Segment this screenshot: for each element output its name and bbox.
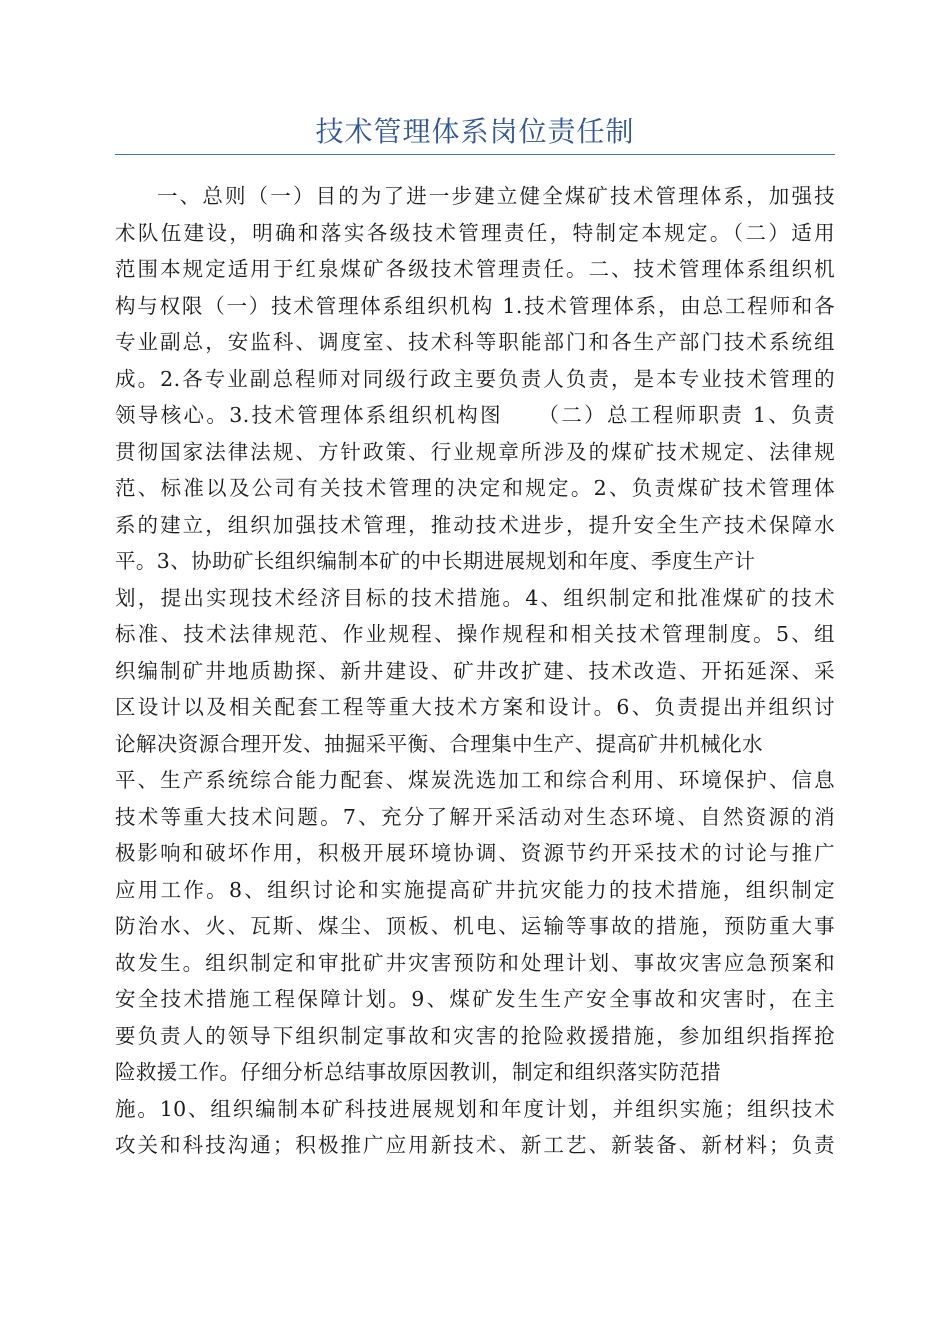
body-line: 要负责人的领导下组织制定事故和灾害的抢险救援措施，参加组织指挥抢 <box>115 1023 835 1048</box>
body-line: 故发生。组织制定和审批矿井灾害预防和处理计划、事故灾害应急预案和 <box>115 950 835 975</box>
body-line: 险救援工作。仔细分析总结事故原因教训，制定和组织落实防范措 <box>115 1060 722 1084</box>
body-line: 施。10、组织编制本矿科技进展规划和年度计划，并组织实施；组织技术 <box>115 1096 835 1121</box>
body-line: 安全技术措施工程保障计划。9、煤矿发生生产安全事故和灾害时，在主 <box>115 987 835 1011</box>
body-line: 标准、技术法律规范、作业规程、操作规程和相关技术管理制度。5、组 <box>115 622 835 646</box>
body-line: 防治水、火、瓦斯、煤尘、顶板、机电、运输等事故的措施，预防重大事 <box>115 914 835 938</box>
body-line: 攻关和科技沟通；积极推广应用新技术、新工艺、新装备、新材料；负责 <box>115 1133 835 1157</box>
body-line: 术队伍建设，明确和落实各级技术管理责任，特制定本规定。（二）适用 <box>115 220 835 245</box>
body-line: 构与权限（一）技术管理体系组织机构 1.技术管理体系，由总工程师和各 <box>115 293 835 318</box>
body-line: 贯彻国家法律法规、方针政策、行业规章所涉及的煤矿技术规定、法律规 <box>115 439 835 464</box>
document-title: 技术管理体系岗位责任制 <box>315 115 635 148</box>
body-line: 技术等重大技术问题。7、充分了解开采活动对生态环境、自然资源的消 <box>115 804 835 829</box>
body-line: 平。3、协助矿长组织编制本矿的中长期进展规划和年度、季度生产计 <box>115 549 756 573</box>
body-line: 范围本规定适用于红泉煤矿各级技术管理责任。二、技术管理体系组织机 <box>115 257 835 281</box>
body-line: 成。2.各专业副总程师对同级行政主要负责人负责，是本专业技术管理的 <box>115 366 835 391</box>
body-line: 一、总则（一）目的为了进一步建立健全煤矿技术管理体系，加强技 <box>157 184 835 208</box>
title-underline <box>115 154 835 155</box>
body-line: 划，提出实现技术经济目标的技术措施。4、组织制定和批准煤矿的技术 <box>115 585 835 610</box>
body-line: 极影响和破坏作用，积极开展环境协调、资源节约开采技术的讨论与推广 <box>115 841 835 865</box>
body-line: 系的建立，组织加强技术管理，推动技术进步，提升安全生产技术保障水 <box>115 512 835 537</box>
body-line: 领导核心。3.技术管理体系组织机构图 （二）总工程师职责 1、负责 <box>115 403 835 427</box>
body-line: 范、标准以及公司有关技术管理的决定和规定。2、负责煤矿技术管理体 <box>115 476 835 500</box>
body-line: 论解决资源合理开发、抽掘采平衡、合理集中生产、提高矿井机械化水 <box>115 731 763 756</box>
body-line: 区设计以及相关配套工程等重大技术方案和设计。6、负责提出并组织讨 <box>115 695 835 719</box>
document-body <box>115 178 835 1164</box>
body-line: 应用工作。8、组织讨论和实施提高矿井抗灾能力的技术措施，组织制定 <box>115 877 835 902</box>
body-line: 专业副总，安监科、调度室、技术科等职能部门和各生产部门技术系统组 <box>115 330 835 354</box>
body-line: 织编制矿井地质勘探、新井建设、矿井改扩建、技术改造、开拓延深、采 <box>115 658 835 683</box>
body-line: 平、生产系统综合能力配套、煤炭洗选加工和综合利用、环境保护、信息 <box>115 768 835 792</box>
